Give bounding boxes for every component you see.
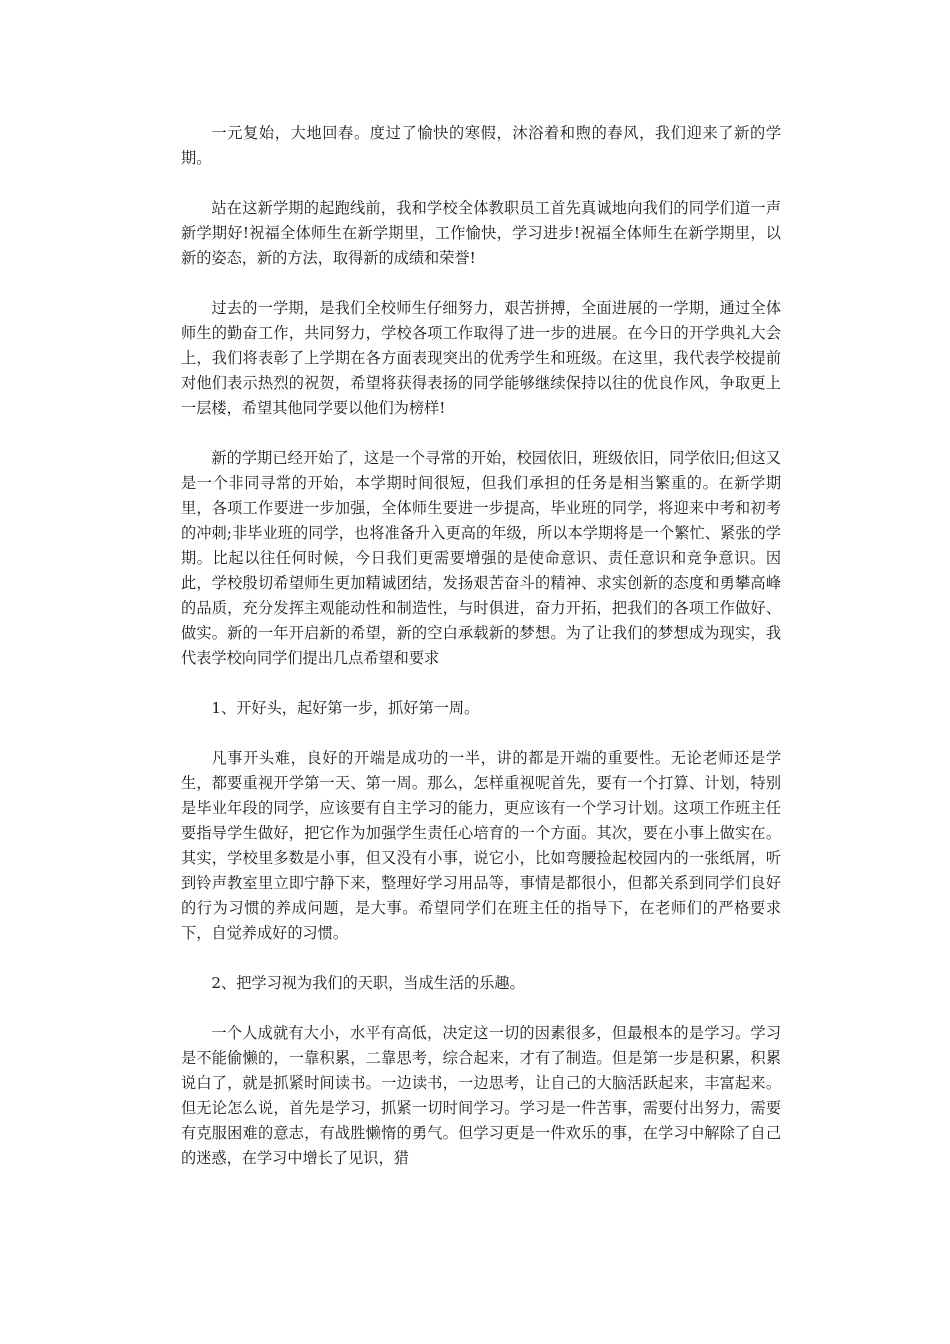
paragraph-point-2: 一个人成就有大小，水平有高低，决定这一切的因素很多，但最根本的是学习。学习是不能偷懒的，一靠积累，二靠思考，综合起来，才有了制造。但是第一步是积累，积累说白了，就是抓紧时间读书。一边读书，一边思考，让自己的大脑活跃起来，丰富起来。但无论怎么说，首先是学习，抓紧一切时间学习。学习是一件苦事，需要付出努力，需要有克服困难的意志，有战胜懒惰的勇气。但学习更是一件欢乐的事，在学习中解除了自己的迷惑，在学习中增长了见识，猎 bbox=[181, 1024, 781, 1167]
document-body bbox=[181, 121, 781, 1196]
paragraph-greeting: 站在这新学期的起跑线前，我和学校全体教职员工首先真诚地向我们的同学们道一声新学期好!祝福全体师生在新学期里，工作愉快，学习进步!祝福全体师生在新学期里，以新的姿态，新的方法，取得新的成绩和荣誉! bbox=[181, 199, 781, 267]
paragraph-intro: 一元复始，大地回春。度过了愉快的寒假，沐浴着和煦的春风，我们迎来了新的学期。 bbox=[181, 124, 781, 167]
paragraph-last-semester: 过去的一学期，是我们全校师生仔细努力，艰苦拼搏，全面进展的一学期，通过全体师生的勤奋工作，共同努力，学校各项工作取得了进一步的进展。在今日的开学典礼大会上，我们将表彰了上学期在各方面表现突出的优秀学生和班级。在这里，我代表学校提前对他们表示热烈的祝贺，希望将获得表扬的同学能够继续保持以往的优良作风，争取更上一层楼，希望其他同学要以他们为榜样! bbox=[181, 299, 781, 417]
heading-point-1: 1、开好头，起好第一步，抓好第一周。 bbox=[211, 699, 480, 717]
paragraph-point-1: 凡事开头难，良好的开端是成功的一半，讲的都是开端的重要性。无论老师还是学生，都要重视开学第一天、第一周。那么，怎样重视呢首先，要有一个打算、计划，特别是毕业年段的同学，应该要有自主学习的能力，更应该有一个学习计划。这项工作班主任要指导学生做好，把它作为加强学生责任心培育的一个方面。其次，要在小事上做实在。其实，学校里多数是小事，但又没有小事，说它小，比如弯腰捡起校园内的一张纸屑，听到铃声教室里立即宁静下来，整理好学习用品等，事情是都很小，但都关系到同学们良好的行为习惯的养成问题，是大事。希望同学们在班主任的指导下，在老师们的严格要求下，自觉养成好的习惯。 bbox=[181, 749, 781, 942]
heading-point-2: 2、把学习视为我们的天职，当成生活的乐趣。 bbox=[211, 974, 525, 992]
paragraph-new-semester: 新的学期已经开始了，这是一个寻常的开始，校园依旧，班级依旧，同学依旧;但这又是一个非同寻常的开始，本学期时间很短，但我们承担的任务是相当繁重的。在新学期里，各项工作要进一步加强，全体师生要进一步提高，毕业班的同学，将迎来中考和初考的冲刺;非毕业班的同学，也将准备升入更高的年级，所以本学期将是一个繁忙、紧张的学期。比起以往任何时候，今日我们更需要增强的是使命意识、责任意识和竞争意识。因此，学校殷切希望师生更加精诚团结，发扬艰苦奋斗的精神、求实创新的态度和勇攀高峰的品质，充分发挥主观能动性和制造性，与时俱进，奋力开拓，把我们的各项工作做好、做实。新的一年开启新的希望，新的空白承载新的梦想。为了让我们的梦想成为现实，我代表学校向同学们提出几点希望和要求 bbox=[181, 449, 781, 667]
